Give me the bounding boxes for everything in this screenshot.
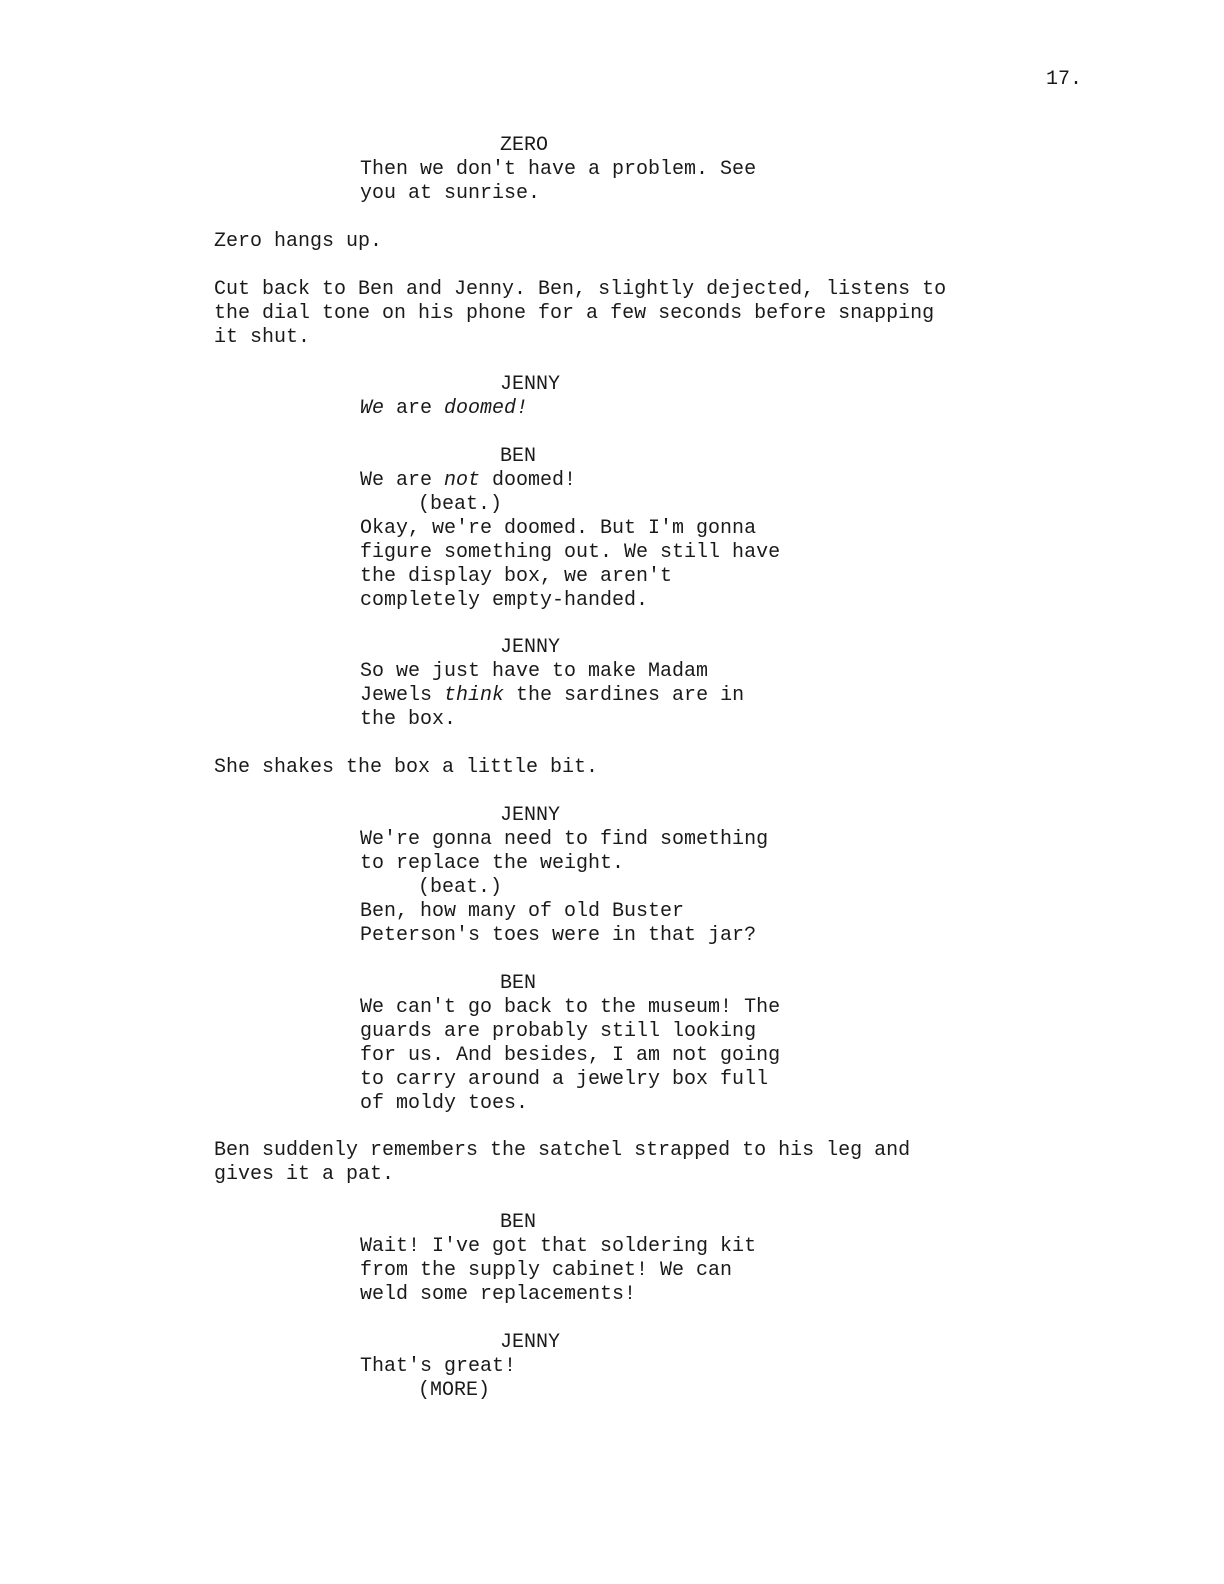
character-cue: BEN (500, 445, 537, 468)
dialogue-block: Wait! I've got that soldering kit from the supply cabinet! We can weld some replacements! (360, 1235, 757, 1306)
character-cue: JENNY (500, 1331, 561, 1354)
character-cue: JENNY (500, 636, 561, 659)
dialogue-block: So we just have to make Madam Jewels think the sardines are in the box. (360, 660, 745, 731)
page-number: 17. (1046, 68, 1083, 91)
action-line: Zero hangs up. (214, 230, 383, 253)
dialogue-block: We can't go back to the museum! The guards are probably still looking for us. And besides, I am not going to carry around a jewelry box full of moldy toes. (360, 996, 781, 1115)
dialogue-block: Ben, how many of old Buster Peterson's toes were in that jar? (360, 900, 757, 947)
character-cue: ZERO (500, 134, 549, 157)
dialogue-block: That's great! (360, 1355, 517, 1378)
character-cue: JENNY (500, 373, 561, 396)
character-cue: BEN (500, 1211, 537, 1234)
character-cue: JENNY (500, 804, 561, 827)
action-line: She shakes the box a little bit. (214, 756, 599, 779)
parenthetical: (MORE) (418, 1379, 491, 1402)
parenthetical: (beat.) (418, 876, 503, 899)
dialogue-block: We are doomed! (360, 397, 529, 420)
character-cue: BEN (500, 972, 537, 995)
action-line: Ben suddenly remembers the satchel strapped to his leg and gives it a pat. (214, 1139, 911, 1186)
dialogue-block: We are not doomed! (360, 469, 577, 492)
dialogue-block: Then we don't have a problem. See you at sunrise. (360, 158, 757, 205)
dialogue-block: Okay, we're doomed. But I'm gonna figure something out. We still have the display box, we aren't completely empty-handed. (360, 517, 781, 612)
dialogue-block: We're gonna need to find something to replace the weight. (360, 828, 769, 875)
action-line: Cut back to Ben and Jenny. Ben, slightly dejected, listens to the dial tone on his phone for a few seconds before snapping it shut. (214, 278, 947, 349)
parenthetical: (beat.) (418, 493, 503, 516)
